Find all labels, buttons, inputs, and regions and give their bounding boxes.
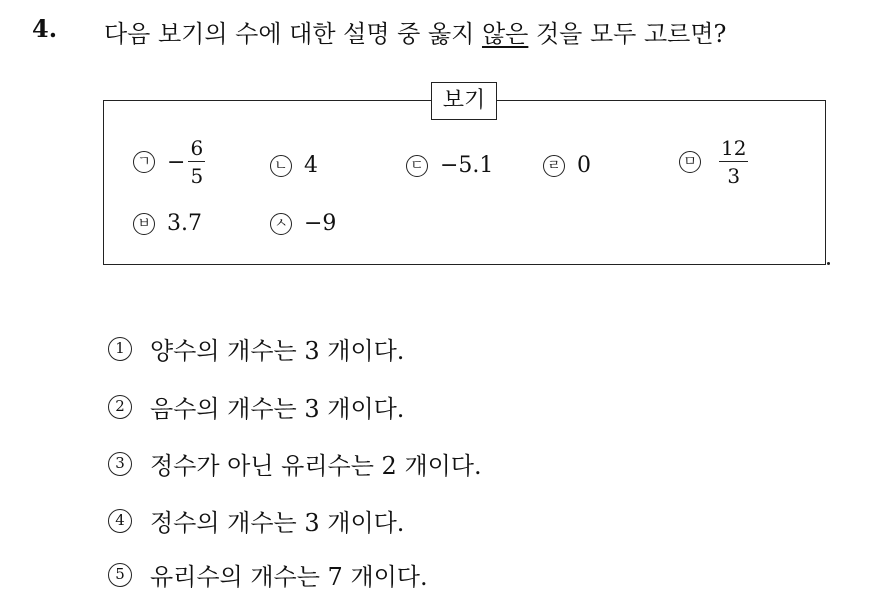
- example-item-siot: [270, 211, 336, 236]
- choice-text: 유리수의 개수는 7 개이다.: [150, 563, 428, 591]
- item-sign: −: [167, 149, 186, 175]
- fraction-denominator: 3: [727, 164, 741, 188]
- choice-2[interactable]: [108, 389, 404, 424]
- choice-text: 음수의 개수는 3 개이다.: [150, 395, 405, 423]
- choice-1[interactable]: [108, 331, 404, 366]
- item-mark: ㄷ: [406, 155, 428, 177]
- example-item-bieup: [133, 211, 202, 236]
- item-mark: ㄹ: [543, 155, 565, 177]
- example-item-digeut: [406, 153, 493, 178]
- item-mark: ㄱ: [133, 151, 155, 173]
- choice-number: 3: [108, 452, 132, 476]
- fraction-numerator: 6: [190, 136, 204, 160]
- item-mark: ㄴ: [270, 155, 292, 177]
- item-value: −5.1: [440, 153, 494, 178]
- item-mark: ㅁ: [679, 151, 701, 173]
- choice-5[interactable]: [108, 557, 428, 592]
- question-text-after: 것을 모두 고르면?: [528, 20, 727, 48]
- example-item-mieum: [679, 138, 748, 186]
- choice-number: 2: [108, 395, 132, 419]
- choice-text: 정수의 개수는 3 개이다.: [150, 509, 405, 537]
- fraction-denominator: 5: [190, 164, 204, 188]
- examples-box-title: 보기: [431, 82, 497, 120]
- choice-4[interactable]: [108, 503, 404, 538]
- item-mark: ㅂ: [133, 213, 155, 235]
- fraction-numerator: 12: [721, 136, 747, 160]
- question-text: [104, 14, 726, 49]
- choice-number: 4: [108, 509, 132, 533]
- choice-3[interactable]: [108, 446, 482, 481]
- question-text-before: 다음 보기의 수에 대한 설명 중 옳지: [104, 20, 482, 48]
- example-item-nieun: [270, 153, 318, 178]
- item-value: 0: [577, 153, 591, 178]
- item-fraction: [719, 138, 748, 186]
- example-item-giyeok: [133, 138, 205, 186]
- item-value: −9: [304, 211, 337, 236]
- question-number: 4.: [32, 14, 58, 43]
- item-value: 3.7: [167, 211, 202, 236]
- choice-text: 정수가 아닌 유리수는 2 개이다.: [150, 452, 482, 480]
- choice-number: 1: [108, 337, 132, 361]
- item-value: 4: [304, 153, 318, 178]
- example-item-rieul: [543, 153, 591, 178]
- item-fraction: [188, 138, 205, 186]
- choice-text: 양수의 개수는 3 개이다.: [150, 337, 405, 365]
- choice-number: 5: [108, 563, 132, 587]
- item-mark: ㅅ: [270, 213, 292, 235]
- box-trailing-dot: [827, 262, 830, 265]
- question-underlined-word: 않은: [481, 20, 529, 48]
